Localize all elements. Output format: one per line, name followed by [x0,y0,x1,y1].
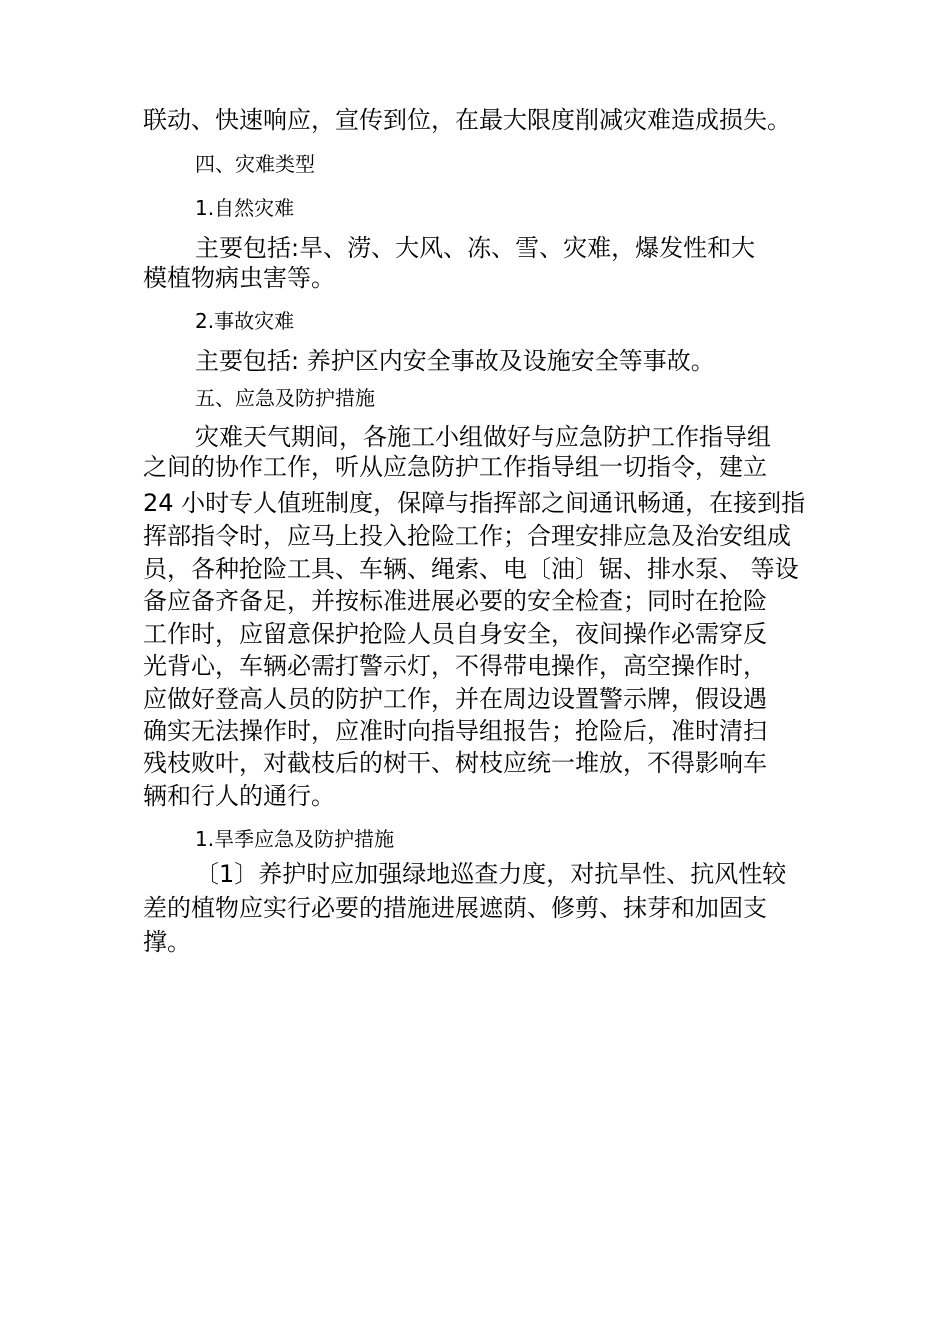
text-line: 员，各种抢险工具、车辆、绳索、电〔油〕锯、排水泵、 等设 [143,555,799,583]
text-line: 应做好登高人员的防护工作，并在周边设置警示牌，假设遇 [143,685,767,713]
text-line: 辆和行人的通行。 [143,782,335,810]
text-line: 主要包括:旱、涝、大风、冻、雪、灾难，爆发性和大 [195,234,756,262]
text-line: 工作时，应留意保护抢险人员自身安全，夜间操作必需穿反 [143,620,767,648]
text-line: 备应备齐备足，并按标准进展必要的安全检查；同时在抢险 [143,587,767,615]
subsection-heading: 2.事故灾难 [195,309,295,333]
text-line: 24 小时专人值班制度，保障与指挥部之间通讯畅通，在接到指 [143,489,806,517]
subsection-heading: 1.自然灾难 [195,196,295,220]
text-line: 〔1〕养护时应加强绿地巡查力度，对抗旱性、抗风性较 [195,860,787,888]
text-line: 之间的协作工作，听从应急防护工作指导组一切指令，建立 [143,453,767,481]
section-heading: 四、灾难类型 [195,152,315,176]
text-line: 挥部指令时，应马上投入抢险工作；合理安排应急及治安组成 [143,522,791,550]
text-line: 主要包括: 养护区内安全事故及设施安全等事故。 [195,347,715,375]
text-line: 差的植物应实行必要的措施进展遮荫、修剪、抹芽和加固支 [143,894,767,922]
text-line: 灾难天气期间，各施工小组做好与应急防护工作指导组 [195,423,771,451]
text-line: 模植物病虫害等。 [143,264,335,292]
text-line: 光背心，车辆必需打警示灯，不得带电操作，高空操作时， [143,652,767,680]
text-line: 撑。 [143,928,191,956]
section-heading: 五、应急及防护措施 [195,386,375,410]
text-line: 联动、快速响应，宣传到位，在最大限度削减灾难造成损失。 [143,106,791,134]
subsection-heading: 1.旱季应急及防护措施 [195,827,395,851]
text-line: 确实无法操作时，应准时向指导组报告；抢险后，准时清扫 [143,717,767,745]
text-line: 残枝败叶，对截枝后的树干、树枝应统一堆放，不得影响车 [143,749,767,777]
